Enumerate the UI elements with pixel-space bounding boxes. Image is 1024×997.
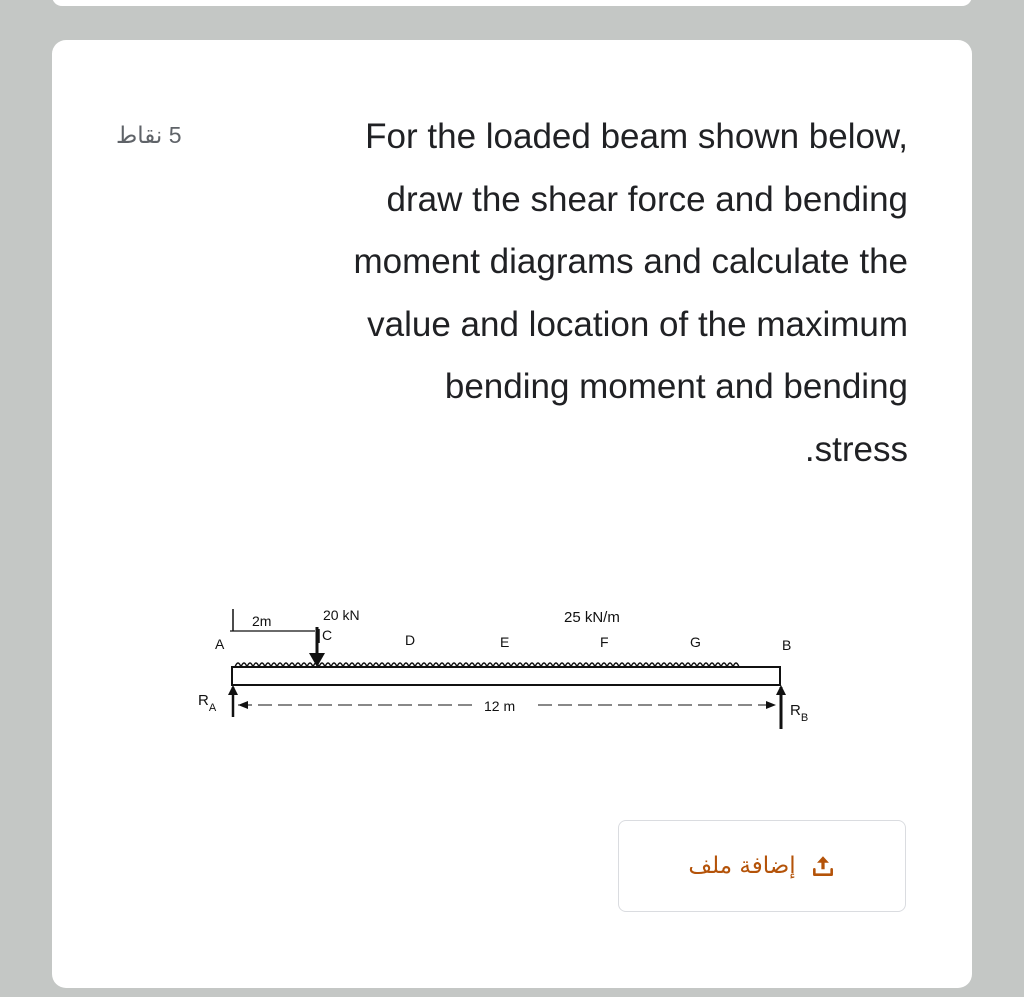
question-text [222,106,908,481]
question-line: bending moment and bending [444,367,908,406]
reaction-a-arrow-head [228,685,238,695]
beam [232,667,780,685]
point-label-g: G [690,634,701,650]
total-span-label: 12 m [484,698,516,714]
previous-question-card [52,0,972,6]
points-label: 5 نقاط [116,122,182,148]
upload-icon [810,853,836,879]
dim-arrow-right [766,701,776,709]
point-load-label: 20 kN [323,607,360,623]
beam-diagram [190,595,830,755]
point-label-b: B [782,637,792,653]
reaction-a-label: $R_A$ [198,692,217,714]
point-label-f: F [600,634,609,650]
question-line: value and location of the maximum [367,304,908,344]
point-label-a: A [215,636,225,652]
dim-arrow-left [238,701,248,709]
add-file-button[interactable] [618,820,906,912]
point-label-c: C [322,627,333,643]
distributed-load-label: 25 kN/m [564,609,620,626]
point-label-e: E [500,634,510,650]
question-line: draw the shear force and bending [386,179,908,219]
span-left-label: 2m [252,613,272,629]
reaction-b-arrow-head [776,685,786,695]
question-line: For the loaded beam shown below, [365,117,908,156]
add-file-label: إضافة ملف [688,853,796,879]
question-line: .stress [804,429,908,469]
point-label-d: D [405,632,416,648]
question-line: moment diagrams and calculate the [353,242,908,281]
reaction-b-label: $R_B$ [790,702,809,724]
